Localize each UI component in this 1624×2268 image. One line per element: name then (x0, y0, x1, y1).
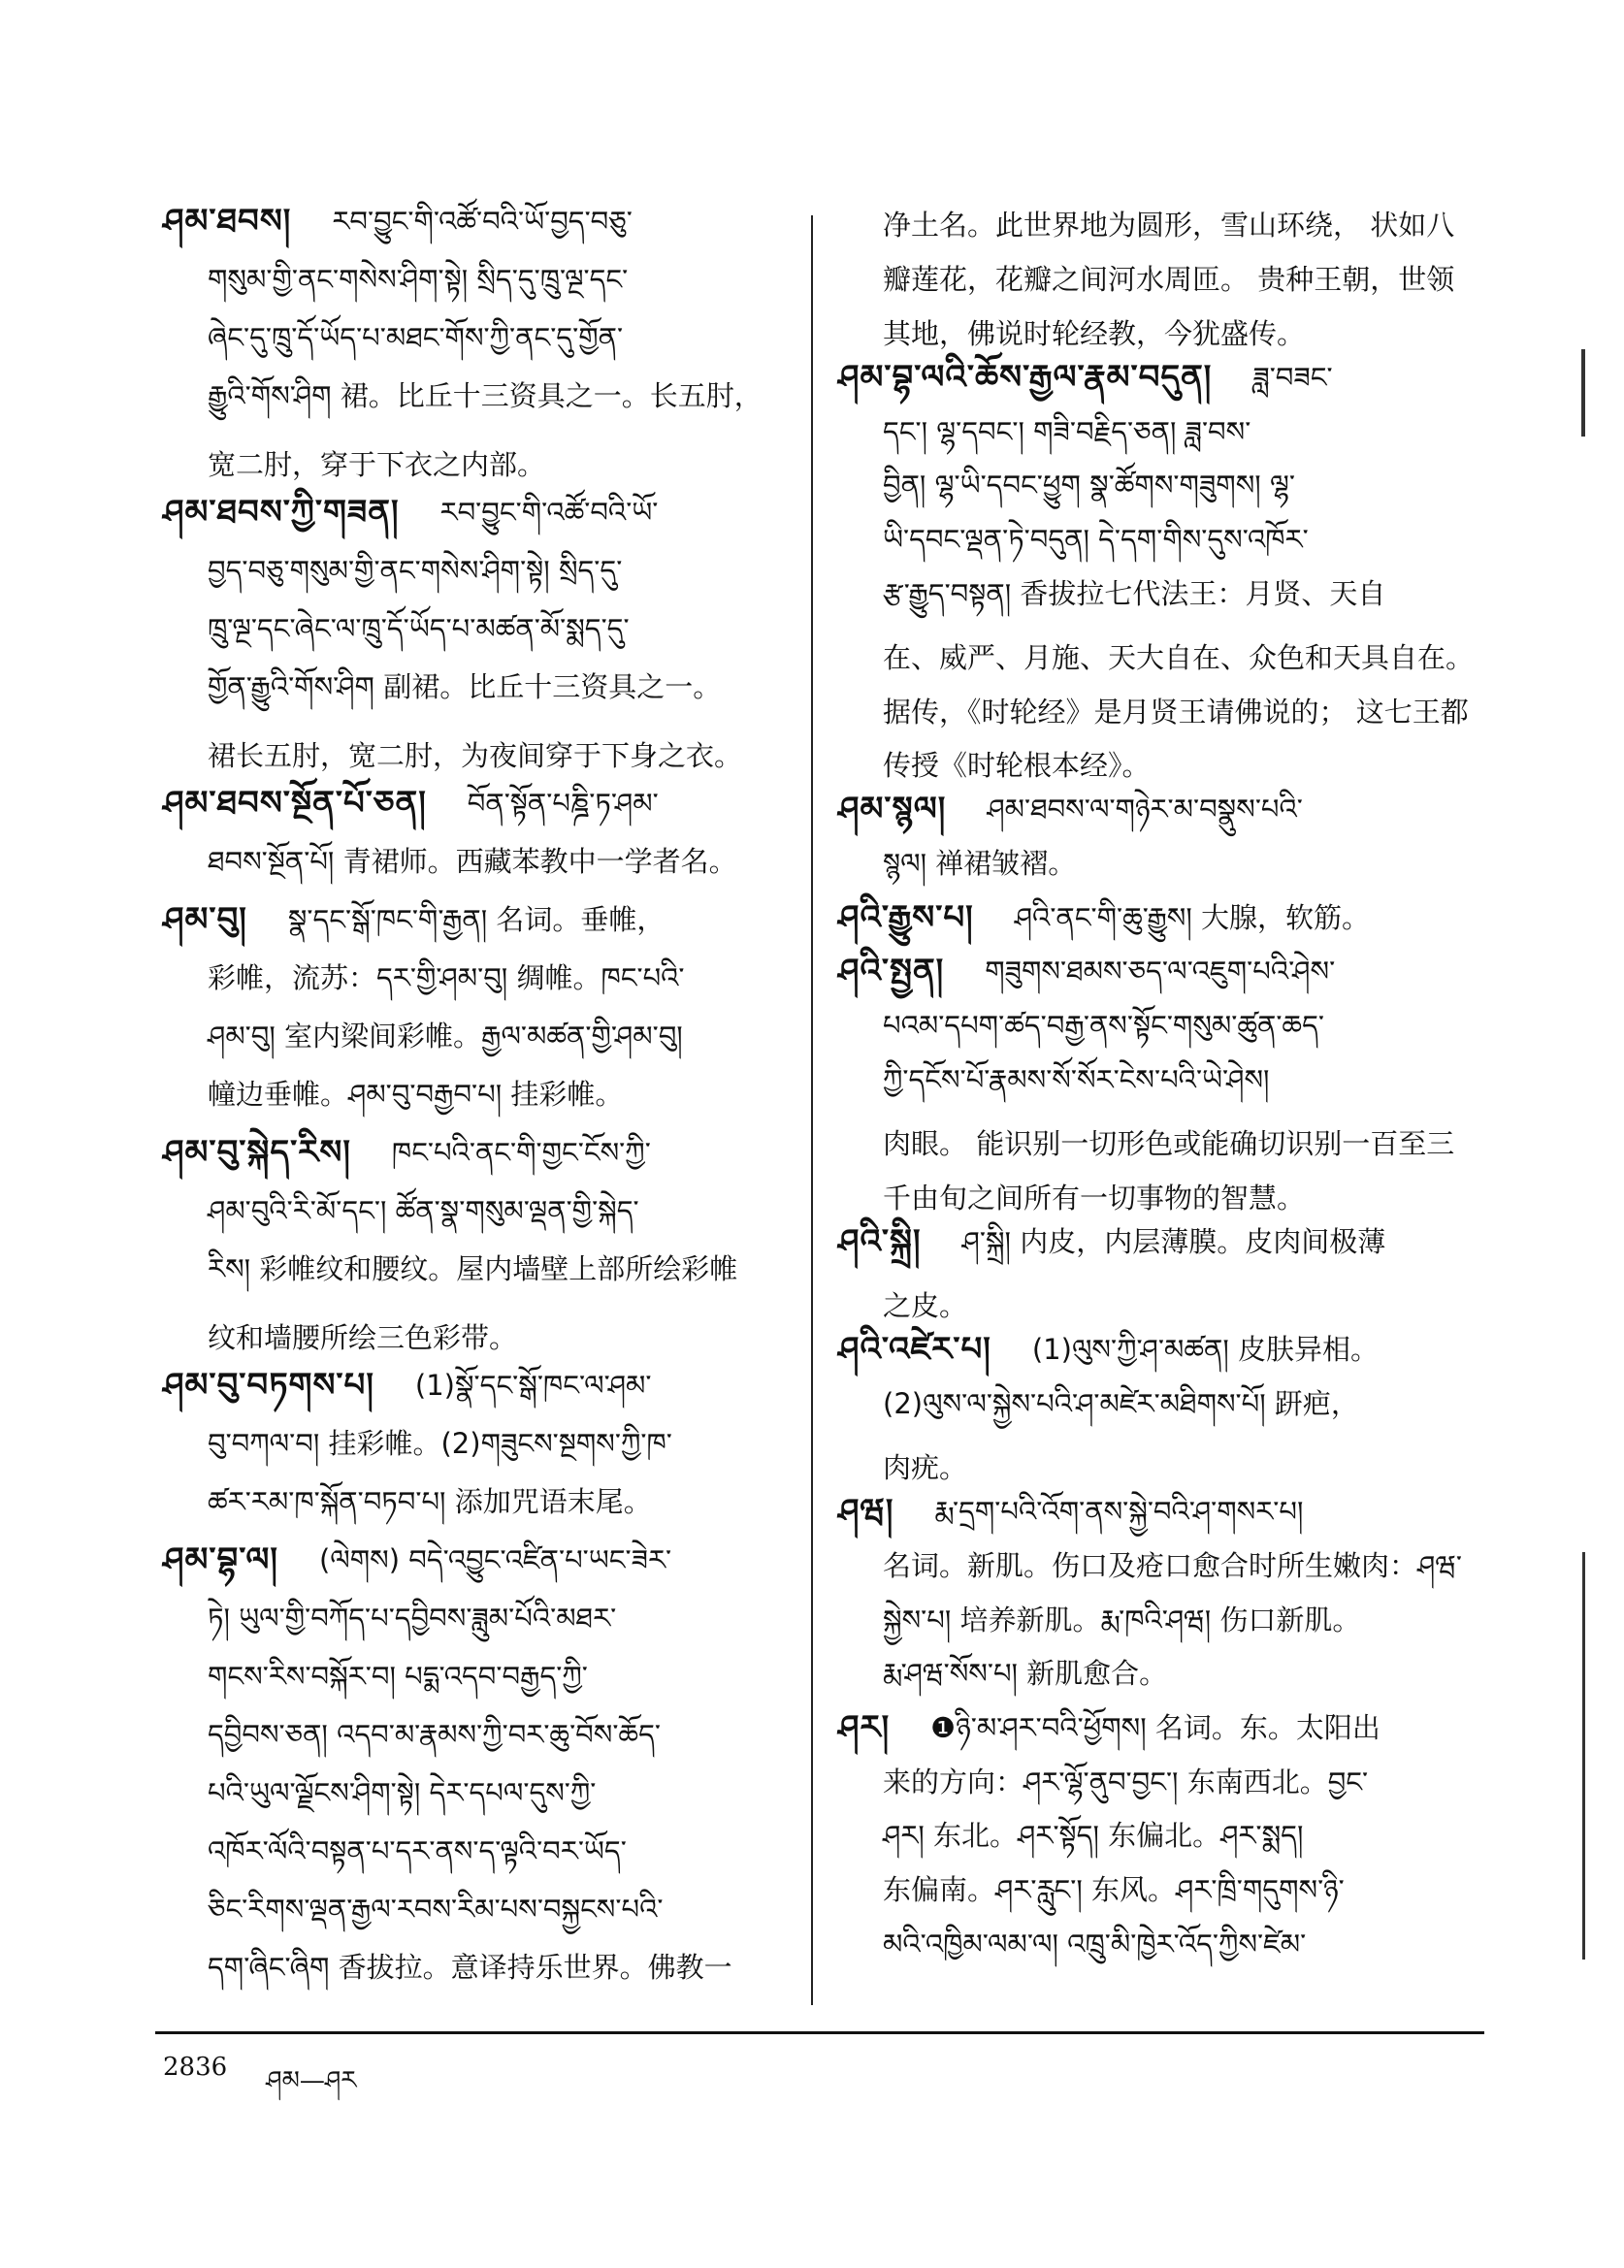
headword: ཤམ་ཐབས་ཀྱི་གཟན། (163, 493, 400, 532)
definition-text: (1)ལུས་ཀྱི་ཤ་མཚན། 皮肤异相。 (1031, 1333, 1379, 1367)
entry-line (838, 1385, 1480, 1440)
definition-text: 纹和墙腰所绘三色彩带。 (208, 1320, 518, 1354)
definition-text: (1)སྣོ་དང་སྒོ་ཁང་ལ་ཤམ་ (414, 1369, 652, 1402)
headword: ཤའི་སྐྲི། (838, 1221, 922, 1261)
page-footer (163, 2053, 357, 2123)
definition-text: སྣ་དང་སྒོ་ཁང་གི་རྒྱན། 名词。垂帷， (287, 903, 666, 936)
dictionary-entry (163, 201, 803, 492)
definition-text: ❶ཉི་མ་ཤར་བའི་ཕྱོགས། 名词。东。太阳出 (930, 1711, 1380, 1745)
definition-text: གངས་རིས་བསྐོར་བ། པདྨ་འདབ་བརྒྱད་ཀྱི་ (208, 1660, 588, 1693)
definition-text: ཡི་དབང་ལྡན་ཏེ་བདུན། དེ་དག་གིས་དུས་འཁོར་ (883, 522, 1309, 556)
dictionary-entry (163, 1132, 803, 1365)
dictionary-entry (838, 1709, 1480, 1979)
definition-text: རྨ་དྲག་པའི་འོག་ནས་སྐྱེ་བའི་ཤ་གསར་པ། (934, 1495, 1304, 1529)
dictionary-entry (163, 1365, 803, 1539)
page-number: 2836 (163, 2053, 228, 2082)
definition-text: ཀྱི་དངོས་པོ་རྣམས་སོ་སོར་ངེས་པའི་ཡེ་ཤེས། (883, 1062, 1270, 1096)
definition-text: བུ་བཀལ་བ། 挂彩帷。(2)གཟུངས་སྔགས་ཀྱི་ཁ་ (208, 1427, 672, 1460)
headword: ཤམ་ཐབས། (163, 202, 292, 241)
definition-text: བྱད་བཅུ་གསུམ་གྱི་ནང་གསེས་ཤིག་སྟེ། སྲིད་དུ་ (208, 554, 623, 587)
headword: ཤའི་རྒྱུས་པ། (838, 897, 974, 937)
definition-text: རྩ་རྒྱུད་བསྟན། 香拔拉七代法王：月贤、天自 (883, 576, 1386, 610)
scan-edge-mark (1581, 349, 1585, 437)
headword: ཤའི་འཛེར་པ། (838, 1330, 991, 1370)
definition-text: 幢边垂帷。ཤམ་བུ་བརྒྱབ་པ། 挂彩帷。 (208, 1078, 624, 1111)
column-divider (811, 215, 813, 2005)
definition-text: ཤ་སྐྲི། 内皮，内层薄膜。皮肉间极薄 (961, 1224, 1386, 1258)
definition-text: 传授《时轮根本经》。 (883, 749, 1151, 783)
headword: ཤམ་བྷ་ལ། (163, 1540, 278, 1579)
entry-line (838, 251, 1480, 306)
definition-text: ཤམ་བུའི་རི་མོ་དང་། ཚོན་སྣ་གསུམ་ལྡན་གྱི་སྐེད་ (208, 1194, 639, 1227)
definition-text: ཏེ། ཡུལ་གྱི་བཀོད་པ་དབྱིབས་ཟླུམ་པོའི་མཐར་ (208, 1602, 617, 1635)
dictionary-entry (838, 359, 1480, 792)
definition-text: པའམ་དཔག་ཚད་བརྒྱ་ནས་སྟོང་གསུམ་ཚུན་ཆད་ (883, 1009, 1324, 1043)
right-column (838, 197, 1480, 1980)
definition-text: 净土名。此世界地为圆形，雪山环绕， 状如八 (883, 209, 1455, 243)
definition-text: ཞེང་དུ་ཁྲུ་དོ་ཡོད་པ་མཐང་གོས་ཀྱི་ནང་དུ་གྱོན་ (208, 321, 624, 354)
definition-text: ཐབས་སྔོན་པོ། 青裙师。西藏苯教中一学者名。 (208, 845, 737, 878)
definition-text: འཁོར་ལོའི་བསྟན་པ་དར་ནས་ད་ལྟའི་བར་ཡོད་ (208, 1834, 627, 1867)
entry-line (163, 1947, 803, 2005)
definition-text: ཁང་པའི་ནང་གི་གྱང་ངོས་ཀྱི་ (391, 1136, 651, 1169)
definition-text: 在、威严、月施、天大自在、众色和天具自在。 (883, 640, 1475, 674)
definition-text: གྱོན་རྒྱུའི་གོས་ཤིག 副裙。比丘十三资具之一。 (208, 670, 722, 703)
definition-text: 肉疣。 (883, 1451, 968, 1485)
entry-line (838, 1116, 1480, 1170)
headword: ཤམ་ཐབས་སྔོན་པོ་ཅན། (163, 784, 427, 823)
definition-text: (ལེགས) བདེ་འབྱུང་འཛིན་པ་ཡང་ཟེར་ (318, 1543, 672, 1576)
definition-text: རིས། 彩帷纹和腰纹。屋内墙壁上部所绘彩帷 (208, 1252, 738, 1285)
definition-text: ཤར། 东北。ཤར་སྟོད། 东偏北。ཤར་སྨད། (883, 1819, 1304, 1853)
definition-text: རྨ་ཤཝ་སོས་པ། 新肌愈合。 (883, 1657, 1168, 1691)
entry-line (163, 375, 803, 434)
definition-text: གཟུགས་ཐམས་ཅད་ལ་འཇུག་པའི་ཤེས་ (985, 955, 1336, 988)
definition-text: ཅིང་རིགས་ལྡན་རྒྱལ་རབས་རིམ་པས་བསྐྱངས་པའི་ (208, 1893, 664, 1926)
definition-text: གསུམ་གྱི་ནང་གསེས་ཤིག་སྟེ། སྲིད་དུ་ཁྲུ་ལྔ་དང་ (208, 263, 629, 296)
definition-text: 来的方向：ཤར་ལྷོ་ནུབ་བྱང་། 东南西北。བྱང་ (883, 1765, 1369, 1798)
definition-text: སྐྱེས་པ། 培养新肌。རྨ་ཁའི་ཤཝ། 伤口新肌。 (883, 1603, 1361, 1636)
definition-text: ཤམ་བུ། 室内梁间彩帷。རྒྱལ་མཚན་གྱི་ཤམ་བུ། (208, 1020, 683, 1053)
definition-text: ཟླ་བཟང་ (1252, 360, 1333, 394)
definition-text: བྱིན། ལྷ་ཡི་དབང་ཕྱུག སྣ་ཚོགས་གཟུགས། ལྷ་ (883, 469, 1295, 502)
headword: ཤམ་བུ་སྐེད་རིས། (163, 1133, 351, 1172)
dictionary-entry (163, 783, 803, 899)
scan-edge-mark (1582, 1552, 1585, 1960)
dictionary-entry (838, 1494, 1480, 1710)
definition-text: རབ་བྱུང་གི་འཚོ་བའི་ཡོ་བྱད་བཅུ་ (332, 205, 633, 238)
entry-line (163, 1248, 803, 1307)
entry-line (838, 1926, 1480, 1980)
footer-rule (155, 2031, 1484, 2034)
definition-text: པའི་ཡུལ་ལྗོངས་ཤིག་སྟེ། དེར་དཔལ་དུས་ཀྱི་ (208, 1776, 597, 1809)
definition-text: 东偏南。ཤར་རླུང་། 东风。ཤར་ཁྲི་གདུགས་ཉི་ (883, 1873, 1345, 1907)
definition-text: 肉眼。 能识别一切形色或能确切识别一百至三 (883, 1127, 1455, 1161)
entry-line (838, 1061, 1480, 1116)
headword: ཤམ་བུ་བཏགས་པ། (163, 1366, 374, 1405)
dictionary-entry (838, 197, 1480, 359)
entry-line (838, 575, 1480, 630)
definition-text: 彩帷，流苏：དར་གྱི་ཤམ་བུ། 绸帷。ཁང་པའི་ (208, 961, 685, 994)
dictionary-entry (163, 899, 803, 1132)
definition-text: དབྱིབས་ཅན། འདབ་མ་རྣམས་ཀྱི་བར་ཆུ་བོས་ཆོད་ (208, 1718, 661, 1751)
entry-line (838, 630, 1480, 684)
definition-text: རྒྱུའི་གོས་ཤིག 裙。比丘十三资具之一。长五肘， (208, 379, 763, 412)
headword: ཤམ་སྙལ། (838, 790, 947, 829)
dictionary-entry (163, 1539, 803, 2005)
definition-text: སྙལ། 禅裙皱褶。 (883, 847, 1077, 881)
dictionary-entry (163, 492, 803, 783)
definition-text: ཚར་རམ་ཁ་སྐོན་བཏབ་པ། 添加咒语末尾。 (208, 1485, 652, 1518)
definition-text: 宽二肘，穿于下衣之内部。 (208, 447, 546, 481)
dictionary-entry (838, 954, 1480, 1223)
definition-text: 瓣莲花，花瓣之间河水周匝。 贵种王朝，世领 (883, 263, 1455, 297)
headword: ཤཝ། (838, 1492, 894, 1532)
definition-text: ཤའི་ནང་གི་ཆུ་རྒྱུས། 大腺，软筋。 (1014, 900, 1371, 934)
entry-line (838, 197, 1480, 251)
headword: ཤམ་བུ། (163, 900, 247, 939)
definition-text: ཁྲུ་ལྔ་དང་ཞེང་ལ་ཁྲུ་དོ་ཡོད་པ་མཚན་མོ་སྨད་དུ་ (208, 612, 630, 645)
definition-text: 据传，《时轮经》是月贤王请佛说的； 这七王都 (883, 695, 1469, 729)
definition-text: 其地，佛说时轮经教，今犹盛传。 (883, 316, 1306, 350)
headword: ཤམ་བྷ་ལའི་ཆོས་རྒྱལ་རྣམ་བདུན། (838, 357, 1213, 397)
definition-text: (2)ལུས་ལ་སྐྱེས་པའི་ཤ་མཛེར་མཐིགས་པོ། 趼疤， (883, 1386, 1359, 1420)
headword: ཤར། (838, 1708, 891, 1748)
definition-text: 名词。新肌。伤口及疮口愈合时所生嫩肉：ཤཝ་ (883, 1549, 1463, 1583)
headword: ཤའི་སྤྱན། (838, 952, 945, 991)
page-range: ཤམ—ཤར (266, 2066, 357, 2095)
definition-text: ཤམ་ཐབས་ལ་གཉེར་མ་བསྣུས་པའི་ (987, 793, 1303, 826)
definition-text: 裙长五肘，宽二肘，为夜间穿于下身之衣。 (208, 738, 743, 772)
definition-text: 千由旬之间所有一切事物的智慧。 (883, 1181, 1306, 1215)
definition-text: མའི་འཁྱིམ་ལམ་ལ། འཁྲུ་མི་ཁྱེར་འོད་ཀྱིས་ཛེམ་ (883, 1927, 1307, 1960)
left-column (163, 201, 803, 2005)
entry-line (163, 666, 803, 725)
definition-text: བོན་སྟོན་པཎྜི་ཏ་ཤམ་ (467, 787, 659, 820)
dictionary-entry (838, 1331, 1480, 1493)
entry-line (838, 1223, 1480, 1278)
definition-text: 之皮。 (883, 1289, 968, 1323)
definition-text: རབ་བྱུང་གི་འཚོ་བའི་ཡོ་ (439, 496, 659, 529)
definition-text: དག་ཞིང་ཞིག 香拔拉。意译持乐世界。佛教一 (208, 1951, 732, 1984)
definition-text: དང་། ལྷ་དབང་། གཟི་བརྗིད་ཅན། ཟླ་བས་ (883, 414, 1251, 448)
entry-line (838, 683, 1480, 737)
